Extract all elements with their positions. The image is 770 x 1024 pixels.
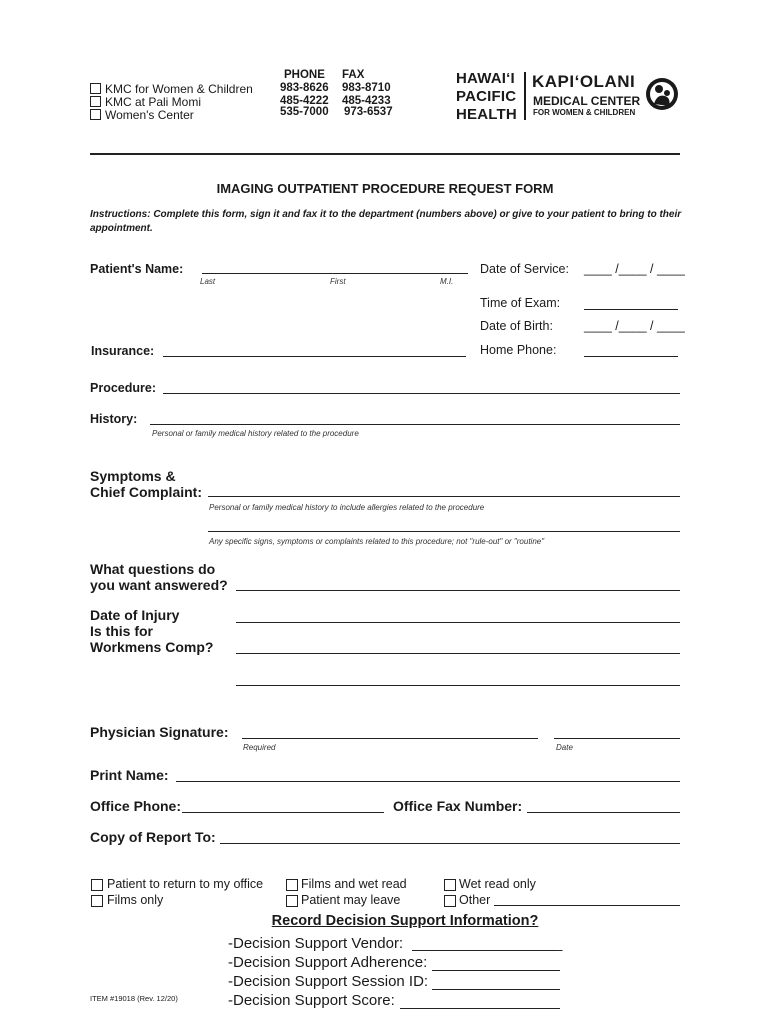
logo-divider: [524, 72, 526, 120]
phone-header: PHONE: [284, 69, 325, 81]
date-of-service-field[interactable]: ____ /____ / ____: [584, 262, 685, 276]
history-label: History:: [90, 412, 138, 426]
injury-label-line2: Is this for: [90, 623, 154, 639]
print-name-field[interactable]: [176, 781, 680, 782]
injury-label-line3: Workmens Comp?: [90, 639, 214, 655]
office-phone-label: Office Phone:: [90, 798, 182, 814]
option-label-films-only: Films only: [107, 893, 164, 907]
checkbox-patient-return[interactable]: [91, 879, 103, 891]
time-of-exam-field[interactable]: [584, 309, 678, 310]
date-of-birth-label: Date of Birth:: [480, 319, 553, 333]
questions-label-line2: you want answered?: [90, 577, 228, 593]
symptoms-hint-1: Personal or family medical history to include allergies related to the procedure: [209, 503, 485, 512]
header-rule: [90, 153, 680, 155]
physician-signature-field[interactable]: [242, 738, 538, 739]
location-label-kmc-pali-momi: KMC at Pali Momi: [105, 95, 202, 109]
symptoms-hint-2: Any specific signs, symptoms or complaints related to this procedure; not "rule-out" or "routine": [209, 537, 545, 546]
symptoms-label-line1: Symptoms &: [90, 468, 176, 484]
injury-field-2[interactable]: [236, 653, 680, 654]
kapiolani-emblem-icon: [645, 74, 679, 114]
checkbox-films-only[interactable]: [91, 895, 103, 907]
decision-support-session-label: -Decision Support Session ID:: [228, 973, 429, 990]
decision-support-vendor-label: -Decision Support Vendor:: [228, 935, 404, 952]
date-of-birth-field[interactable]: ____ /____ / ____: [584, 319, 685, 333]
copy-of-report-field[interactable]: [220, 843, 680, 844]
insurance-label: Insurance:: [91, 344, 155, 358]
checkbox-films-wet-read[interactable]: [286, 879, 298, 891]
signature-date-field[interactable]: [554, 738, 680, 739]
decision-support-score-field[interactable]: [400, 1008, 560, 1009]
injury-field-1[interactable]: [236, 622, 680, 623]
option-label-patient-return: Patient to return to my office: [107, 877, 264, 891]
last-name-caption: Last: [200, 277, 216, 286]
first-name-caption: First: [330, 277, 346, 286]
office-fax-field[interactable]: [527, 812, 680, 813]
procedure-field[interactable]: [163, 393, 680, 394]
decision-support-score-label: -Decision Support Score:: [228, 992, 395, 1009]
hph-logo-line3: HEALTH: [456, 106, 517, 123]
form-instructions: Instructions: Complete this form, sign it and fax it to the department (numbers above) or give to your patient to bring to their appointment.: [90, 209, 682, 234]
history-field[interactable]: [150, 424, 680, 425]
symptoms-field-2[interactable]: [208, 531, 680, 532]
injury-field-3[interactable]: [236, 685, 680, 686]
decision-support-vendor-field[interactable]: [412, 950, 554, 951]
other-field[interactable]: [494, 905, 680, 906]
insurance-field[interactable]: [163, 356, 466, 357]
questions-label-line1: What questions do: [90, 561, 216, 577]
phone-number: 485-4222: [280, 95, 329, 107]
home-phone-field[interactable]: [584, 356, 678, 357]
location-label-kmc-women-children: KMC for Women & Children: [105, 82, 253, 96]
fax-header: FAX: [342, 69, 365, 81]
kapiolani-logo-line2: MEDICAL CENTER: [533, 94, 641, 108]
decision-support-adherence-label: -Decision Support Adherence:: [228, 954, 428, 971]
location-label-womens-center: Women's Center: [105, 108, 194, 122]
phone-number: 983-8626: [280, 82, 329, 94]
item-number: ITEM #19018 (Rev. 12/20): [90, 994, 178, 1003]
form-title: IMAGING OUTPATIENT PROCEDURE REQUEST FORM: [216, 181, 554, 196]
procedure-label: Procedure:: [90, 381, 156, 395]
home-phone-label: Home Phone:: [480, 343, 557, 357]
signature-required-caption: Required: [243, 743, 276, 752]
office-fax-label: Office Fax Number:: [393, 798, 523, 814]
hph-logo-line2: PACIFIC: [456, 88, 517, 105]
phone-number: 535-7000: [280, 106, 329, 118]
option-label-other: Other: [459, 893, 491, 907]
date-of-service-label: Date of Service:: [480, 262, 569, 276]
copy-of-report-label: Copy of Report To:: [90, 829, 216, 845]
physician-signature-label: Physician Signature:: [90, 724, 229, 740]
signature-date-caption: Date: [556, 743, 573, 752]
checkbox-wet-read-only[interactable]: [444, 879, 456, 891]
decision-support-vendor-suffix: _: [554, 935, 563, 952]
history-hint: Personal or family medical history related to the procedure: [152, 429, 359, 438]
office-phone-field[interactable]: [182, 812, 384, 813]
fax-number: 973-6537: [344, 106, 393, 118]
checkbox-patient-may-leave[interactable]: [286, 895, 298, 907]
fax-number: 983-8710: [342, 82, 391, 94]
decision-support-session-field[interactable]: [432, 989, 560, 990]
checkbox-womens-center[interactable]: [90, 109, 101, 120]
option-label-films-wet-read: Films and wet read: [301, 877, 407, 891]
option-label-patient-may-leave: Patient may leave: [301, 893, 401, 907]
decision-support-heading: Record Decision Support Information?: [271, 913, 539, 929]
middle-initial-caption: M.I.: [440, 277, 454, 286]
symptoms-label-line2: Chief Complaint:: [90, 484, 202, 500]
symptoms-field[interactable]: [208, 496, 680, 497]
kapiolani-logo-line3: FOR WOMEN & CHILDREN: [533, 108, 636, 117]
patient-name-label: Patient's Name:: [90, 262, 184, 276]
patient-name-field[interactable]: [202, 273, 468, 274]
checkbox-kmc-women-children[interactable]: [90, 83, 101, 94]
checkbox-other[interactable]: [444, 895, 456, 907]
fax-number: 485-4233: [342, 95, 391, 107]
print-name-label: Print Name:: [90, 767, 169, 783]
hph-logo-line1: HAWAI‘I: [456, 70, 515, 87]
kapiolani-logo-line1: KAPI‘OLANI: [532, 72, 636, 91]
decision-support-adherence-field[interactable]: [432, 970, 560, 971]
option-label-wet-read-only: Wet read only: [459, 877, 536, 891]
time-of-exam-label: Time of Exam:: [480, 296, 561, 310]
questions-field[interactable]: [236, 590, 680, 591]
injury-label-line1: Date of Injury: [90, 607, 180, 623]
checkbox-kmc-pali-momi[interactable]: [90, 96, 101, 107]
